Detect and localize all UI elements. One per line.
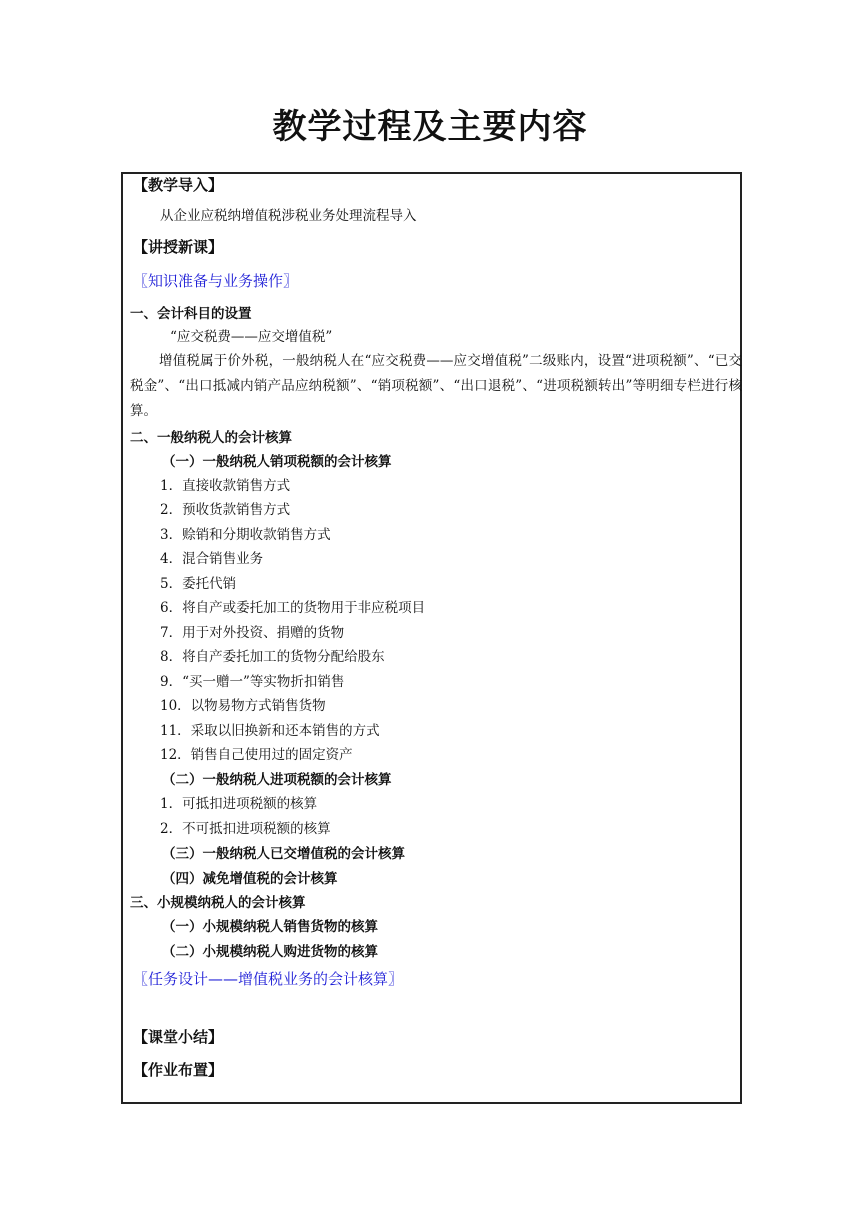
page-title: 教学过程及主要内容 [272, 107, 588, 147]
account-name: “应交税费——应交增值税” [170, 329, 333, 345]
section3-sub2: （二）小规模纳税人购进货物的核算 [162, 944, 378, 960]
section2-sub2: （二）一般纳税人进项税额的会计核算 [162, 772, 392, 788]
list-item: 11．采取以旧换新和还本销售的方式 [160, 723, 380, 739]
summary-heading: 【课堂小结】 [133, 1028, 224, 1046]
list-item: 4．混合销售业务 [160, 551, 264, 567]
section3-title: 三、小规模纳税人的会计核算 [130, 895, 306, 911]
section1-title: 一、会计科目的设置 [130, 306, 252, 322]
section2-title: 二、一般纳税人的会计核算 [130, 430, 292, 446]
task-heading: 〖任务设计——增值税业务的会计核算〗 [133, 970, 404, 988]
homework-heading: 【作业布置】 [133, 1061, 224, 1079]
list-item: 2．预收货款销售方式 [160, 502, 291, 518]
list-item: 6．将自产或委托加工的货物用于非应税项目 [160, 600, 426, 616]
section2-sub3: （三）一般纳税人已交增值税的会计核算 [162, 846, 405, 862]
list-item: 7．用于对外投资、捐赠的货物 [160, 625, 345, 641]
knowledge-heading: 〖知识准备与业务操作〗 [133, 272, 299, 290]
section2-sub1: （一）一般纳税人销项税额的会计核算 [162, 454, 392, 470]
section1-paragraph: 增值税属于价外税，一般纳税人在“应交税费——应交增值税”二级账内，设置“进项税额”、“已交税金”、“出口抵减内销产品应纳税额”、“销项税额”、“出口退税”、“进项税额转出”等明细专栏进行核算。 [130, 353, 742, 419]
list-item: 3．赊销和分期收款销售方式 [160, 527, 331, 543]
lecture-heading: 【讲授新课】 [133, 238, 224, 256]
list-item: 5．委托代销 [160, 576, 237, 592]
intro-heading: 【教学导入】 [133, 176, 224, 194]
section3-sub1: （一）小规模纳税人销售货物的核算 [162, 919, 378, 935]
section2-sub4: （四）减免增值税的会计核算 [162, 871, 338, 887]
intro-text: 从企业应税纳增值税涉税业务处理流程导入 [160, 208, 417, 224]
list-item: 8．将自产委托加工的货物分配给股东 [160, 649, 385, 665]
list-item: 1．直接收款销售方式 [160, 478, 291, 494]
list-item: 12．销售自己使用过的固定资产 [160, 747, 353, 763]
list-item: 1．可抵扣进项税额的核算 [160, 796, 318, 812]
list-item: 9．“买一赠一”等实物折扣销售 [160, 674, 345, 690]
list-item: 2．不可抵扣进项税额的核算 [160, 821, 331, 837]
list-item: 10．以物易物方式销售货物 [160, 698, 326, 714]
